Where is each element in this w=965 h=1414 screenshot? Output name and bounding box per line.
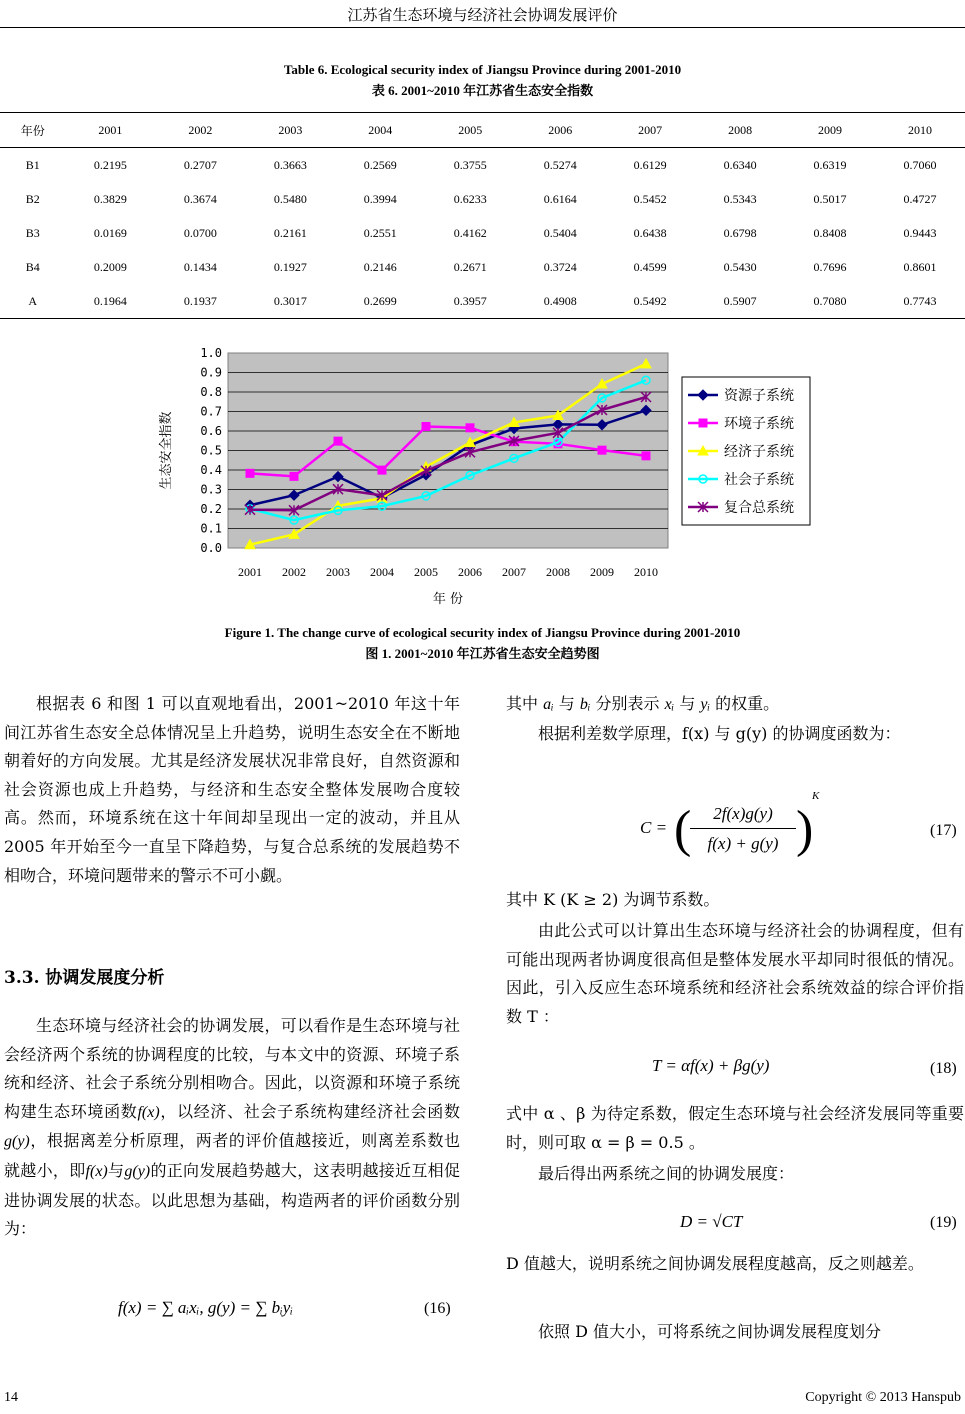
section-heading-3-3: 3.3. 协调发展度分析 (4, 968, 165, 988)
table-header-row (0, 113, 965, 148)
table-cell: 0.3755 (453, 157, 487, 172)
table-cell: 0.7060 (903, 157, 937, 172)
header-cell: 年份 (0, 113, 65, 148)
table-cell: 0.2146 (363, 259, 397, 274)
table-cell: 0.5017 (813, 191, 847, 206)
table-cell: 0.3829 (93, 191, 127, 206)
table-cell: 0.5343 (723, 191, 757, 206)
symbol-yi: yᵢ (700, 696, 711, 713)
data-point (422, 422, 430, 430)
copyright: Copyright © 2013 Hanspub (805, 1390, 961, 1405)
table-row (0, 182, 965, 216)
table-cell: 0.5430 (723, 259, 757, 274)
header-cell: 2007 (605, 113, 695, 148)
paragraph-text: 的正向发展趋势越大，这表明越接近互相促进协调发展的状态。以此思想为基础，构造两者的评价函数分别为： (4, 1160, 460, 1239)
right-paragraph-2: 根据利差数学原理，f(x) 与 g(y) 的协调度函数为： (538, 724, 901, 743)
paragraph-text: ，根据离差分析原理，两者的评价值越接近，则离差系数也就越小，即 (4, 1131, 460, 1180)
data-point (378, 466, 386, 474)
table-cell: B3 (25, 225, 40, 240)
equation-number-18: (18) (930, 1060, 957, 1077)
figure-caption-en: Figure 1. The change curve of ecological security index of Jiangsu Province during 2001-2010 (224, 625, 741, 640)
table-cell: 0.3994 (363, 191, 397, 206)
ecological-security-line-chart (150, 335, 830, 615)
y-tick-label: 0.7 (200, 404, 222, 419)
left-paragraph-2 (4, 1012, 460, 1244)
table-cell: 0.1927 (273, 259, 307, 274)
y-tick-label: 0.2 (200, 502, 222, 516)
data-point (598, 446, 606, 454)
table-cell: 0.1937 (155, 284, 245, 319)
table-cell: 0.9443 (903, 225, 937, 240)
data-point (246, 469, 254, 477)
header-cell: 2002 (155, 113, 245, 148)
table-row (0, 216, 965, 250)
header-cell: 2010 (875, 113, 965, 148)
equation-number-19: (19) (930, 1214, 957, 1231)
table-cell: 0.6798 (723, 225, 757, 240)
paragraph-text: 生态环境与经济社会的协调发展，可以看作是生态环境与社会经济两个系统的协调程度的比较，与本文中的资源、环境子系统和经济、社会子系统分别相吻合。因此，以资源和环境子系统构建生态环境函数 (4, 1016, 460, 1121)
left-paragraph-1: 根据表 6 和图 1 可以直观地看出，2001~2010 年这十年间江苏省生态安全总体情况呈上升趋势，说明生态安全在不断地朝着好的方向发展。尤其是经济发展状况非常良好，自然资源和社会资源也成上升趋势，与经济和生态安全整体发展吻合度较高。然而，环境系统在这十年间却呈现出一定的波动，并且从 2005 年开始至今一直呈下降趋势，与复合总系统的发展趋势不相吻合，环境问题带来的警示不可小觑。 (4, 694, 460, 885)
y-tick-label: 0.3 (200, 482, 222, 497)
table-cell: 0.3724 (543, 259, 577, 274)
table-cell: B1 (25, 157, 40, 172)
header-cell: 2003 (245, 113, 335, 148)
table-cell: 0.2569 (363, 157, 397, 172)
equation-number-16: (16) (424, 1300, 451, 1317)
table-cell: 0.2671 (453, 259, 487, 274)
y-tick-label: 0.5 (200, 443, 222, 458)
table-cell: 0.3957 (425, 284, 515, 319)
x-tick-label: 2002 (282, 565, 306, 579)
table-cell: 0.5907 (695, 284, 785, 319)
table-cell: 0.8408 (813, 225, 847, 240)
equation-18: T = αf(x) + βg(y) (652, 1056, 770, 1075)
y-tick-label: 0.4 (200, 463, 222, 477)
running-header: 江苏省生态环境与经济社会协调发展评价 (347, 6, 618, 24)
y-tick-label: 0.0 (200, 541, 222, 555)
paragraph-text: 分别表示 (595, 694, 660, 713)
table-cell: 0.4599 (633, 259, 667, 274)
y-axis-title: 生态安全指数 (159, 411, 174, 490)
table-cell: 0.5274 (543, 157, 577, 172)
y-tick-label: 0.1 (200, 521, 222, 536)
y-tick-label: 0.8 (200, 385, 222, 399)
header-cell: 2006 (515, 113, 605, 148)
table-cell: 0.1964 (65, 284, 155, 319)
y-tick-label: 1.0 (200, 346, 222, 360)
x-tick-label: 2006 (458, 565, 482, 579)
data-point (290, 472, 298, 480)
equation-16: f(x) = ∑ aᵢxᵢ, g(y) = ∑ bᵢyᵢ (118, 1298, 293, 1317)
x-tick-label: 2005 (414, 565, 438, 579)
table-cell: 0.6129 (633, 157, 667, 172)
ecological-security-table (0, 112, 965, 319)
right-paragraph-5: 式中 α 、β 为待定系数，假定生态环境与社会经济发展同等重要时，则可取 α = β = 0.5 。 (506, 1104, 964, 1152)
function-fx: f(x) (137, 1103, 160, 1121)
table-cell: B2 (25, 191, 40, 206)
right-paragraph-8: 依照 D 值大小，可将系统之间协调发展程度划分 (538, 1322, 882, 1341)
header-rule (0, 27, 965, 28)
table-cell: 0.5452 (633, 191, 667, 206)
legend-label: 经济子系统 (724, 444, 794, 460)
equation-19: D = √CT (680, 1212, 743, 1231)
data-point (334, 437, 342, 445)
paragraph-text: 其中 (506, 694, 539, 713)
table-cell: 0.0169 (93, 225, 127, 240)
equation-number-17: (17) (930, 822, 957, 839)
table-cell: 0.6438 (633, 225, 667, 240)
table-cell: 0.6319 (813, 157, 847, 172)
header-cell: 2004 (335, 113, 425, 148)
table-cell: B4 (25, 259, 40, 274)
legend-marker (699, 419, 707, 427)
table-cell: 0.6233 (453, 191, 487, 206)
paragraph-text: ，以经济、社会子系统构建经济社会函数 (159, 1101, 460, 1121)
x-tick-label: 2008 (546, 565, 570, 579)
table-cell: 0.0700 (183, 225, 217, 240)
table-cell: 0.2009 (93, 259, 127, 274)
legend-label: 环境子系统 (724, 416, 794, 432)
header-cell: 2008 (695, 113, 785, 148)
table-cell: 0.2699 (335, 284, 425, 319)
legend-label: 复合总系统 (724, 500, 794, 516)
legend-label: 社会子系统 (724, 472, 794, 488)
paragraph-text: 的权重。 (715, 694, 780, 713)
table-cell: 0.2161 (273, 225, 307, 240)
table-cell: 0.5480 (273, 191, 307, 206)
table-cell: 0.2551 (363, 225, 397, 240)
table-row (0, 250, 965, 284)
function-gy: g(y) (124, 1162, 151, 1180)
right-paragraph-3: 其中 K (K ≥ 2) 为调节系数。 (506, 890, 720, 909)
table-cell: 0.4727 (903, 191, 937, 206)
x-axis-title: 年 份 (432, 592, 464, 607)
x-tick-label: 2001 (238, 565, 262, 579)
header-cell: 2009 (785, 113, 875, 148)
table-cell: 0.2195 (93, 157, 127, 172)
x-tick-label: 2004 (370, 565, 394, 579)
table-caption-en: Table 6. Ecological security index of Jiangsu Province during 2001-2010 (283, 62, 682, 77)
table-cell: 0.3663 (273, 157, 307, 172)
data-point (466, 424, 474, 432)
x-tick-label: 2003 (326, 565, 350, 579)
table-cell: 0.3674 (183, 191, 217, 206)
table-cell: 0.5404 (543, 225, 577, 240)
function-gy: g(y) (4, 1133, 30, 1151)
paragraph-text: 与 (558, 694, 575, 713)
table-cell: 0.7696 (813, 259, 847, 274)
paragraph-text: 与 (107, 1160, 125, 1180)
table-cell: 0.8601 (903, 259, 937, 274)
table-cell: 0.7743 (875, 284, 965, 319)
x-tick-label: 2009 (590, 565, 614, 579)
table-cell: 0.4162 (453, 225, 487, 240)
right-paragraph-7: D 值越大，说明系统之间协调发展程度越高，反之则越差。 (506, 1254, 924, 1273)
data-point (642, 452, 650, 460)
table-cell: 0.6340 (723, 157, 757, 172)
table-caption-zh: 表 6. 2001~2010 年江苏省生态安全指数 (371, 83, 594, 98)
table-cell: 0.6164 (543, 191, 577, 206)
header-cell: 2005 (425, 113, 515, 148)
table-cell: 0.2707 (183, 157, 217, 172)
figure-caption-zh: 图 1. 2001~2010 年江苏省生态安全趋势图 (365, 646, 600, 661)
right-paragraph-4: 由此公式可以计算出生态环境与经济社会的协调程度，但有可能出现两者协调度很高但是整体发展水平却同时很低的情况。因此，引入反应生态环境系统和经济社会系统效益的综合评价指数 T ： (506, 921, 964, 1026)
symbol-xi: xᵢ (664, 696, 675, 713)
function-fx: f(x) (85, 1162, 108, 1180)
right-paragraph-1 (506, 690, 964, 720)
paragraph-text: 与 (679, 694, 696, 713)
x-tick-label: 2010 (634, 565, 658, 579)
y-tick-label: 0.9 (200, 365, 222, 380)
table-cell: 0.3017 (245, 284, 335, 319)
table-cell: 0.1434 (183, 259, 217, 274)
x-tick-label: 2007 (502, 565, 526, 579)
table-cell: 0.4908 (515, 284, 605, 319)
y-tick-label: 0.6 (200, 424, 222, 438)
table-cell: 0.7080 (785, 284, 875, 319)
equation-17: C = ( 2f(x)g(y) f(x) + g(y) ) K (640, 790, 820, 858)
table-cell: A (0, 284, 65, 319)
right-paragraph-6: 最后得出两系统之间的协调发展度： (538, 1164, 795, 1183)
table-row (0, 284, 965, 319)
table-cell: 0.5492 (605, 284, 695, 319)
symbol-bi: bᵢ (579, 696, 591, 713)
legend-label: 资源子系统 (724, 388, 794, 404)
symbol-ai: aᵢ (543, 696, 554, 713)
table-row (0, 148, 965, 183)
header-cell: 2001 (65, 113, 155, 148)
page-number: 14 (4, 1390, 18, 1405)
